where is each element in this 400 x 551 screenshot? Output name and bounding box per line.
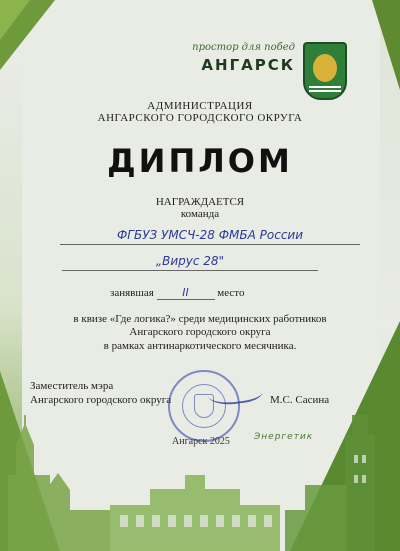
crest-figure xyxy=(313,54,337,82)
city-name: АНГАРСК xyxy=(201,56,295,74)
awarded-label: НАГРАЖДАЕТСЯ xyxy=(155,196,245,208)
place-suffix: место xyxy=(217,287,245,299)
city-slogan: простор для побед xyxy=(192,42,295,53)
building-sign: Энергетик xyxy=(254,432,314,442)
signatory-role-line-2: Ангарского городского округа xyxy=(30,394,172,406)
diploma-title: ДИПЛОМ xyxy=(107,142,293,180)
top-left-light-corner xyxy=(0,0,30,40)
issuer-line-2: АНГАРСКОГО ГОРОДСКОГО ОКРУГА xyxy=(97,112,303,124)
issuer-line-1: АДМИНИСТРАЦИЯ xyxy=(147,100,253,112)
signatory-role-line-1: Заместитель мэра xyxy=(30,380,114,392)
signatory-name: М.С. Сасина xyxy=(270,394,330,406)
place-prefix: занявшая xyxy=(110,287,154,299)
handwritten-team-name: „Вирус 28" xyxy=(62,254,318,271)
place-value: II xyxy=(157,286,215,300)
handwritten-organization: ФГБУЗ УМСЧ-28 ФМБА России xyxy=(60,228,360,245)
top-right-green-corner xyxy=(372,0,400,90)
description-line-2: Ангарского городского округа xyxy=(129,326,271,338)
crest-waves xyxy=(309,86,341,92)
city-date: Ангарск 2025 xyxy=(172,436,230,447)
angarsk-coat-of-arms-icon xyxy=(303,42,347,100)
place-row xyxy=(110,286,244,300)
team-label: команда xyxy=(180,208,220,220)
description-line-1: в квизе «Где логика?» среди медицинских работников xyxy=(73,313,327,325)
description-line-3: в рамках антинаркотического месячника. xyxy=(103,340,297,352)
city-skyline-illustration xyxy=(0,415,400,551)
